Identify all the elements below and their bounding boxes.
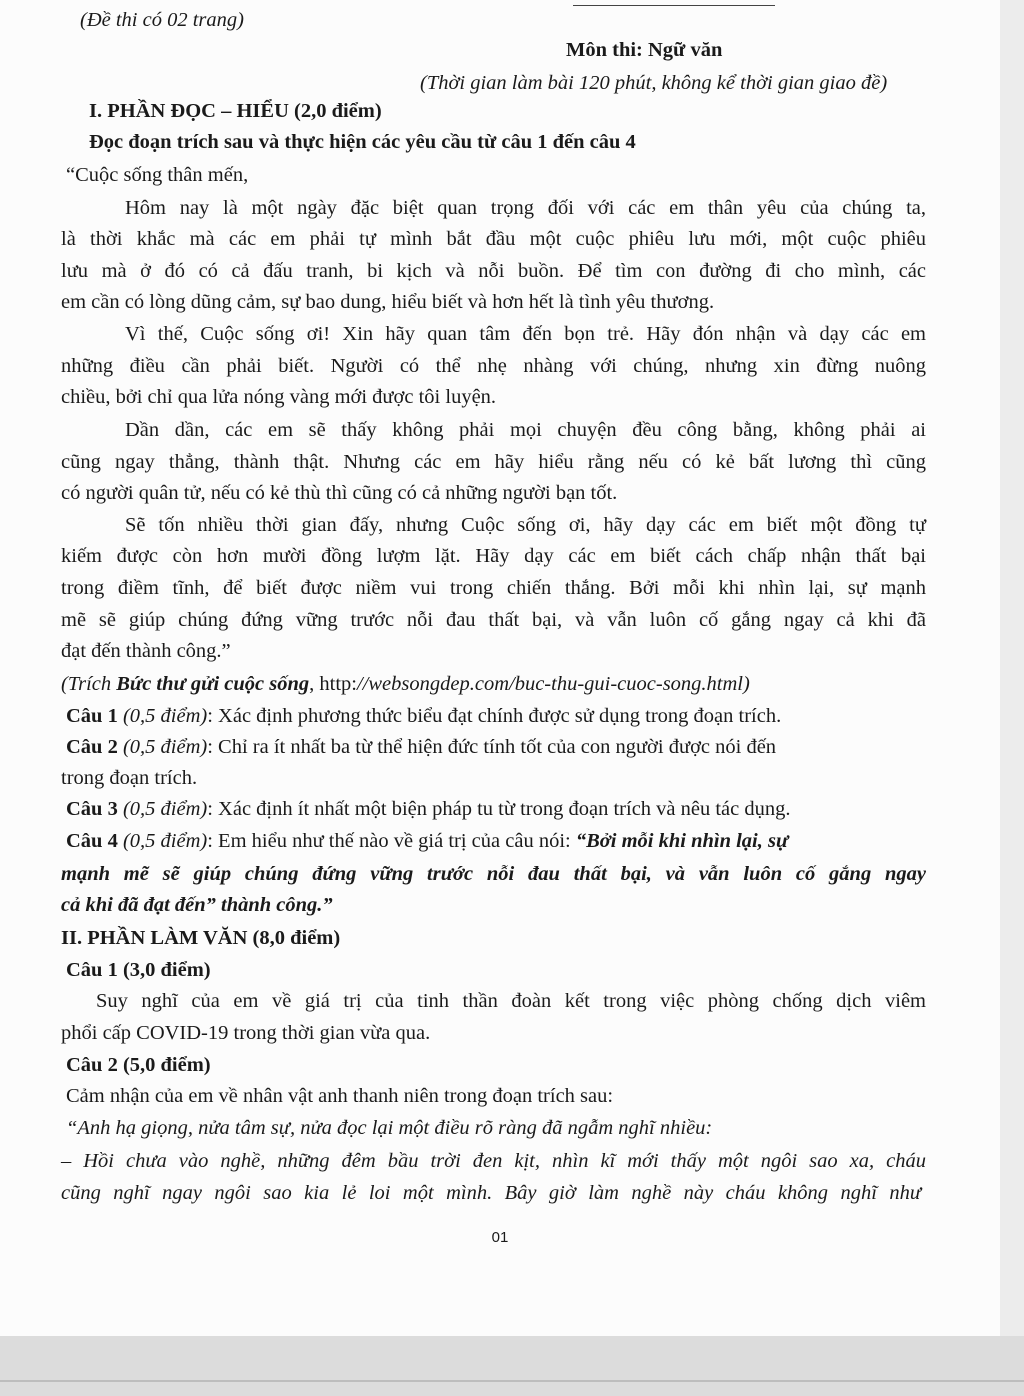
excerpt-line: – Hồi chưa vào nghề, những đêm bầu trời đen kịt, nhìn kĩ mới thấy một ngôi sao xa, cháu	[61, 1150, 926, 1172]
passage-line: Dần dần, các em sẽ thấy không phải mọi chuyện đều công bằng, không phải ai	[125, 419, 926, 441]
part2-question-2-prompt: Cảm nhận của em về nhân vật anh thanh niên trong đoạn trích sau:	[66, 1085, 614, 1107]
source-citation	[61, 671, 750, 697]
subject-title: Môn thi: Ngữ văn	[566, 39, 723, 61]
q4-quote: “Bởi mỗi khi nhìn lại, sự	[575, 830, 789, 852]
part1-instruction: Đọc đoạn trích sau và thực hiện các yêu cầu từ câu 1 đến câu 4	[89, 131, 636, 153]
passage-line: trong điềm tĩnh, để biết được niềm vui trong chiến thắng. Bởi mỗi khi nhìn lại, sự mạnh	[61, 577, 926, 599]
q2-points: (0,5 điểm)	[117, 736, 208, 758]
bottom-margin	[0, 1336, 1024, 1396]
question-4	[66, 828, 788, 854]
page-number: 01	[491, 1229, 509, 1246]
passage-line: Hôm nay là một ngày đặc biệt quan trọng đối với các em thân yêu của chúng ta,	[125, 197, 926, 219]
q2-label: Câu 2	[66, 736, 118, 758]
q4-text: : Em hiểu như thế nào về giá trị của câu nói:	[207, 830, 576, 852]
part2-heading: II. PHẦN LÀM VĂN (8,0 điểm)	[61, 927, 341, 949]
passage-line: chiều, bởi chỉ qua lửa nóng vàng mới được tôi luyện.	[61, 386, 497, 408]
passage-line: những điều cần phải biết. Người có thể nhẹ nhàng với chúng, nhưng xin đừng nuông	[61, 355, 926, 377]
passage-line: em cần có lòng dũng cảm, sự bao dung, hiểu biết và hơn hết là tình yêu thương.	[61, 291, 715, 313]
passage-line: lưu mà ở đó có cả đấu tranh, bi kịch và nỗi buồn. Để tìm con đường đi cho mình, các	[61, 260, 926, 282]
source-prefix: (Trích	[61, 673, 117, 695]
question-3	[66, 796, 791, 822]
passage-line: đạt đến thành công.”	[61, 640, 231, 662]
time-note: (Thời gian làm bài 120 phút, không kể thời gian giao đề)	[420, 72, 888, 94]
passage-line: kiếm được còn hơn mười đồng lượm lặt. Hãy dạy các em biết cách chấp nhận thất bại	[61, 545, 926, 567]
q4-points: (0,5 điểm)	[117, 830, 208, 852]
source-url: //websongdep.com/buc-thu-gui-cuoc-song.html)	[356, 673, 750, 695]
part1-heading: I. PHẦN ĐỌC – HIỂU (2,0 điểm)	[89, 100, 382, 122]
part2-question-1-title: Câu 1 (3,0 điểm)	[66, 959, 211, 981]
question-2	[66, 734, 776, 760]
part2-question-2-title: Câu 2 (5,0 điểm)	[66, 1054, 211, 1076]
question-4-quote-cont: mạnh mẽ sẽ giúp chúng đứng vững trước nỗi đau thất bại, và vẫn luôn cố gắng ngay	[61, 863, 926, 885]
passage-line: cũng ngay thẳng, thành thật. Nhưng các em hãy hiểu rằng nếu có kẻ bất lương thì cũng	[61, 451, 926, 473]
question-4-quote-end: cả khi đã đạt đến” thành công.”	[61, 894, 333, 916]
passage-line: có người quân tử, nếu có kẻ thù thì cũng có cả những người bạn tốt.	[61, 482, 618, 504]
passage-line: Vì thế, Cuộc sống ơi! Xin hãy quan tâm đến bọn trẻ. Hãy đón nhận và dạy các em	[125, 323, 926, 345]
q1-points: (0,5 điểm)	[117, 705, 208, 727]
part2-question-1-line: phổi cấp COVID-19 trong thời gian vừa qua.	[61, 1022, 431, 1044]
source-title: Bức thư gửi cuộc sống	[116, 673, 310, 695]
q3-points: (0,5 điểm)	[117, 798, 208, 820]
excerpt-line: cũng nghĩ ngay ngôi sao kia lẻ loi một mình. Bây giờ làm nghề này cháu không nghĩ như	[61, 1182, 921, 1204]
passage-line: là thời khắc mà các em phải tự mình bắt đầu một cuộc phiêu lưu mới, một cuộc phiêu	[61, 228, 926, 250]
passage-line: mẽ sẽ giúp chúng đứng vững trước nỗi đau thất bại, và vẫn luôn cố gắng ngay cả khi đã	[61, 609, 926, 631]
q1-text: : Xác định phương thức biểu đạt chính được sử dụng trong đoạn trích.	[207, 705, 782, 727]
passage-line: Sẽ tốn nhiều thời gian đấy, nhưng Cuộc sống ơi, hãy dạy các em biết một đồng tự	[125, 514, 926, 536]
q3-label: Câu 3	[66, 798, 118, 820]
bottom-edge-line	[0, 1380, 1024, 1382]
q3-text: : Xác định ít nhất một biện pháp tu từ trong đoạn trích và nêu tác dụng.	[207, 798, 791, 820]
question-2-cont: trong đoạn trích.	[61, 767, 198, 789]
question-1	[66, 703, 781, 729]
page-count-note: (Đề thi có 02 trang)	[80, 9, 244, 31]
q4-label: Câu 4	[66, 830, 118, 852]
passage-line: “Cuộc sống thân mến,	[66, 164, 249, 186]
right-margin	[1000, 0, 1024, 1396]
q2-text: : Chỉ ra ít nhất ba từ thể hiện đức tính tốt của con người được nói đến	[207, 736, 777, 758]
source-sep: , http:	[309, 673, 357, 695]
q1-label: Câu 1	[66, 705, 118, 727]
part2-question-1-line: Suy nghĩ của em về giá trị của tinh thần đoàn kết trong việc phòng chống dịch viêm	[96, 990, 926, 1012]
header-rule	[573, 5, 775, 6]
excerpt-line: “Anh hạ giọng, nửa tâm sự, nửa đọc lại một điều rõ ràng đã ngẫm nghĩ nhiều:	[66, 1117, 713, 1139]
